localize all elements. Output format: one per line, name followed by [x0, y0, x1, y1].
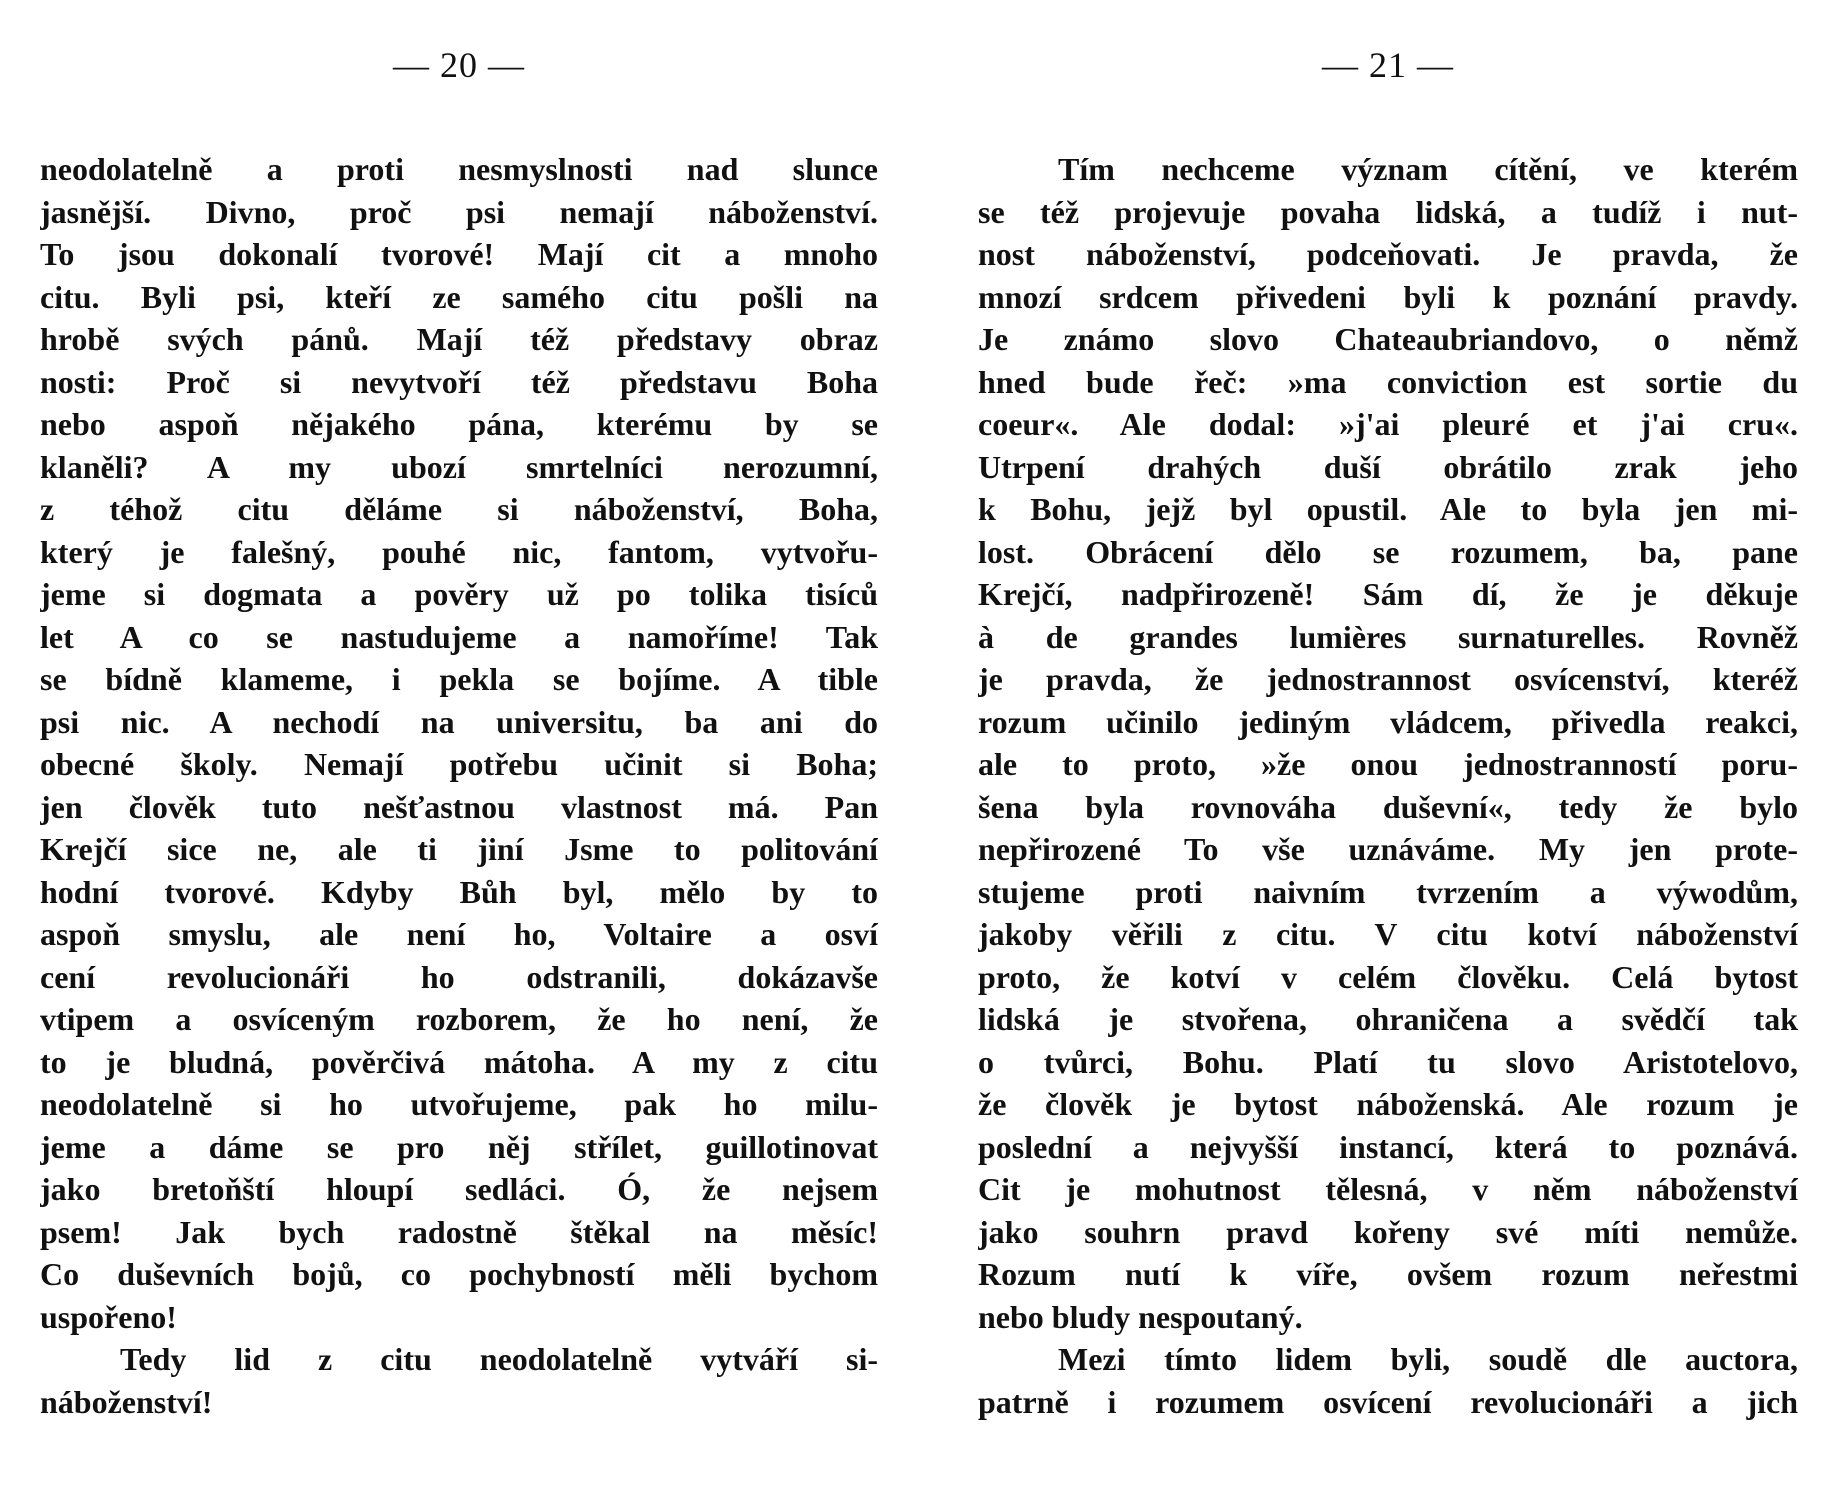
right-page	[978, 0, 1798, 1500]
text-line: nepřirozené To vše uznáváme. My jen prote-	[978, 831, 1798, 867]
text-line: vtipem a osvíceným rozborem, že ho není, že	[40, 1001, 878, 1037]
text-line: neodolatelně si ho utvořujeme, pak ho milu-	[40, 1086, 878, 1122]
text-line: z téhož citu děláme si náboženství, Boha,	[40, 491, 878, 527]
text-line: Rozum nutí k víře, ovšem rozum neřestmi	[978, 1256, 1798, 1292]
text-line: že člověk je bytost náboženská. Ale rozum je	[978, 1086, 1798, 1122]
text-line: jasnější. Divno, proč psi nemají náboženství.	[40, 193, 878, 230]
text-line: rozum učinilo jediným vládcem, přivedla reakci,	[978, 703, 1798, 740]
page-text	[978, 148, 1798, 1423]
text-line: náboženství!	[40, 1383, 213, 1420]
text-line: lidská je stvořena, ohraničena a svědčí tak	[978, 1001, 1798, 1037]
text-line: patrně i rozumem osvícení revolucionáři a jich	[978, 1383, 1798, 1420]
text-line: hned bude řeč: »ma conviction est sortie du	[978, 363, 1798, 400]
text-line: klaněli? A my ubozí smrtelníci nerozumní,	[40, 448, 878, 485]
text-line: aspoň smyslu, ale není ho, Voltaire a osví	[40, 916, 878, 952]
text-line: lost. Obrácení dělo se rozumem, ba, pane	[978, 533, 1798, 570]
text-line: se též projevuje povaha lidská, a tudíž i nut-	[978, 193, 1798, 230]
text-line: cení revolucionáři ho odstranili, dokázavše	[40, 958, 878, 995]
text-line: jako bretoňští hloupí sedláci. Ó, že nejsem	[40, 1171, 878, 1207]
text-line: hodní tvorové. Kdyby Bůh byl, mělo by to	[40, 873, 878, 910]
text-line: o tvůrci, Bohu. Platí tu slovo Aristotelovo,	[978, 1043, 1798, 1080]
left-page	[40, 0, 878, 1500]
text-line: neodolatelně a proti nesmyslnosti nad slunce	[40, 151, 878, 187]
text-line: proto, že kotví v celém člověku. Celá bytost	[978, 958, 1798, 995]
text-line: Krejčí, nadpřirozeně! Sám dí, že je děkuje	[978, 576, 1798, 612]
text-line: nebo bludy nespoutaný.	[978, 1298, 1303, 1335]
text-line: jeme a dáme se pro něj střílet, guillotinovat	[40, 1128, 878, 1165]
text-line: To jsou dokonalí tvorové! Mají cit a mnoho	[40, 236, 878, 272]
text-line: uspořeno!	[40, 1298, 177, 1335]
text-line: nebo aspoň nějakého pána, kterému by se	[40, 406, 878, 442]
text-line: Krejčí sice ne, ale ti jiní Jsme to politování	[40, 831, 878, 867]
text-line: je pravda, že jednostrannost osvícenství, kteréž	[978, 661, 1798, 697]
text-line: šena byla rovnováha duševní«, tedy že bylo	[978, 788, 1798, 825]
text-line: Co duševních bojů, co pochybností měli bychom	[40, 1256, 878, 1292]
text-line: který je falešný, pouhé nic, fantom, vytvořu-	[40, 533, 878, 570]
text-line: Tím nechceme význam cítění, ve kterém	[1058, 151, 1798, 187]
text-line: jako souhrn pravd kořeny své míti nemůže.	[978, 1213, 1798, 1250]
text-line: to je bludná, pověrčivá mátoha. A my z citu	[40, 1043, 878, 1080]
text-line: nost náboženství, podceňovati. Je pravda, že	[978, 236, 1798, 272]
text-line: stujeme proti naivním tvrzením a výwodům,	[978, 873, 1798, 910]
text-line: nosti: Proč si nevytvoří též představu Boha	[40, 363, 878, 400]
page-number: — 21 —	[1322, 45, 1454, 85]
text-line: k Bohu, jejž byl opustil. Ale to byla jen mi-	[978, 491, 1798, 527]
text-line: hrobě svých pánů. Mají též představy obraz	[40, 321, 878, 357]
text-line: jakoby věřili z citu. V citu kotví náboženství	[978, 916, 1798, 952]
text-line: Tedy lid z citu neodolatelně vytváří si-	[120, 1341, 878, 1377]
text-line: jen člověk tuto nešťastnou vlastnost má. Pan	[40, 788, 878, 825]
text-line: citu. Byli psi, kteří ze samého citu pošli na	[40, 278, 878, 315]
text-line: mnozí srdcem přivedeni byli k poznání pravdy.	[978, 278, 1798, 315]
text-line: psem! Jak bych radostně štěkal na měsíc!	[40, 1213, 878, 1250]
page-text	[40, 148, 878, 1423]
text-line: Mezi tímto lidem byli, soudě dle auctora,	[1058, 1341, 1798, 1377]
text-line: se bídně klameme, i pekla se bojíme. A tible	[40, 661, 878, 697]
text-line: obecné školy. Nemají potřebu učinit si Boha;	[40, 746, 878, 782]
text-line: Utrpení drahých duší obrátilo zrak jeho	[978, 448, 1798, 485]
text-line: Cit je mohutnost tělesná, v něm náboženství	[978, 1171, 1798, 1207]
text-line: ale to proto, »že onou jednostranností poru-	[978, 746, 1798, 782]
text-line: psi nic. A nechodí na universitu, ba ani do	[40, 703, 878, 740]
text-line: coeur«. Ale dodal: »j'ai pleuré et j'ai cru«.	[978, 406, 1798, 442]
text-line: à de grandes lumières surnaturelles. Rovněž	[978, 618, 1798, 655]
text-line: Je známo slovo Chateaubriandovo, o němž	[978, 321, 1798, 357]
text-line: let A co se nastudujeme a namoříme! Tak	[40, 618, 878, 655]
page-number: — 20 —	[393, 45, 525, 85]
text-line: poslední a nejvyšší instancí, která to poznává.	[978, 1128, 1798, 1165]
text-line: jeme si dogmata a pověry už po tolika tisíců	[40, 576, 878, 612]
